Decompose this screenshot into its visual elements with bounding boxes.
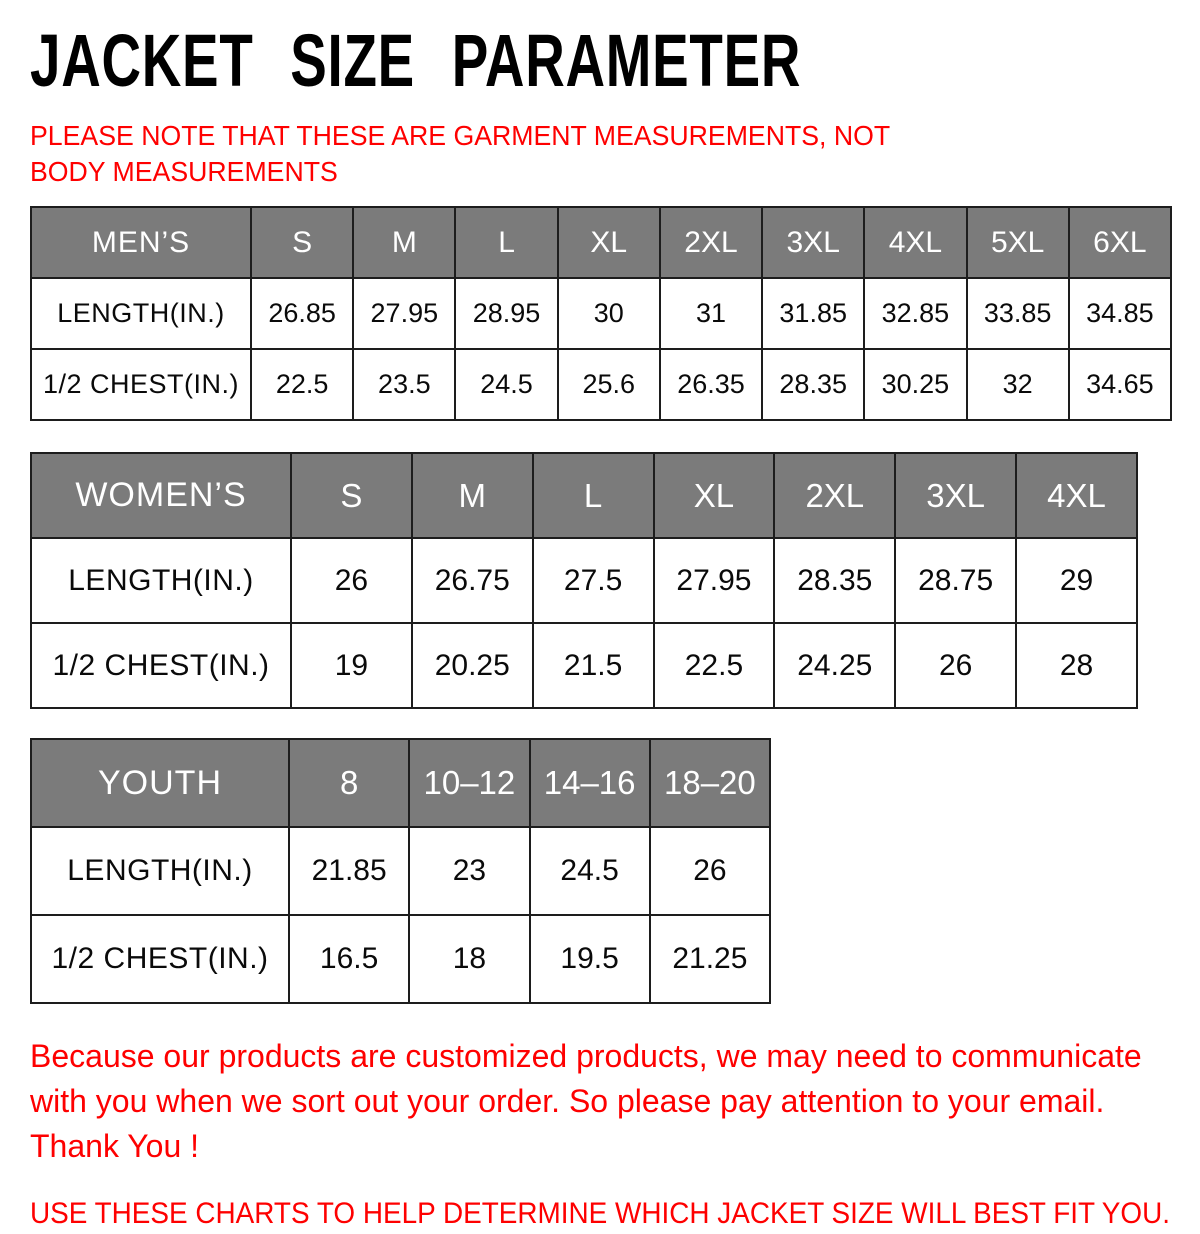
table-header-row [31, 453, 1137, 538]
table-row [31, 827, 770, 915]
measurement-value-cell: 28.35 [762, 349, 864, 420]
measurement-value-cell: 31 [660, 278, 762, 349]
size-table-mens [30, 206, 1172, 421]
measurement-value-cell: 32.85 [864, 278, 966, 349]
measurement-value-cell: 29 [1016, 538, 1137, 623]
measurement-value-cell: 28 [1016, 623, 1137, 708]
measurement-value-cell: 20.25 [412, 623, 533, 708]
table-row [31, 278, 1171, 349]
size-column-header: 18–20 [650, 739, 770, 827]
measurement-value-cell: 24.5 [455, 349, 557, 420]
size-column-header: 4XL [864, 207, 966, 278]
measurement-value-cell: 26 [650, 827, 770, 915]
measurement-value-cell: 23.5 [353, 349, 455, 420]
page-title: JACKET SIZE PARAMETER [30, 19, 802, 102]
size-column-header: XL [654, 453, 775, 538]
size-column-header: L [533, 453, 654, 538]
measurement-value-cell: 30 [558, 278, 660, 349]
youth-size-table-container [30, 738, 1172, 1004]
measurement-value-cell: 34.65 [1069, 349, 1171, 420]
measurement-value-cell: 31.85 [762, 278, 864, 349]
customization-notice: Because our products are customized products, we may need to communicate with you when we sort out your order. So please pay attention to your email. Thank You ! [30, 1038, 1142, 1164]
size-table-womens [30, 452, 1138, 709]
measurement-value-cell: 28.35 [774, 538, 895, 623]
size-column-header: 6XL [1069, 207, 1171, 278]
row-label: 1/2 CHEST(IN.) [31, 623, 291, 708]
measurement-value-cell: 34.85 [1069, 278, 1171, 349]
measurement-value-cell: 26 [895, 623, 1016, 708]
chart-usage-advice: USE THESE CHARTS TO HELP DETERMINE WHICH JACKET SIZE WILL BEST FIT YOU. [30, 1197, 1171, 1230]
measurement-value-cell: 21.5 [533, 623, 654, 708]
table-header-row [31, 207, 1171, 278]
measurement-value-cell: 27.95 [654, 538, 775, 623]
measurement-value-cell: 18 [409, 915, 529, 1003]
mens-size-table-container [30, 206, 1172, 421]
mens-group-header-cell: MEN’S [31, 207, 251, 278]
size-column-header: 3XL [895, 453, 1016, 538]
row-label: LENGTH(IN.) [31, 278, 251, 349]
measurement-value-cell: 19 [291, 623, 412, 708]
size-table-youth [30, 738, 771, 1004]
measurement-value-cell: 27.95 [353, 278, 455, 349]
size-column-header: 2XL [774, 453, 895, 538]
table-row [31, 349, 1171, 420]
measurement-value-cell: 21.25 [650, 915, 770, 1003]
size-column-header: 10–12 [409, 739, 529, 827]
size-column-header: L [455, 207, 557, 278]
measurement-value-cell: 28.95 [455, 278, 557, 349]
measurement-value-cell: 22.5 [654, 623, 775, 708]
row-label: 1/2 CHEST(IN.) [31, 349, 251, 420]
row-label: 1/2 CHEST(IN.) [31, 915, 289, 1003]
size-column-header: S [291, 453, 412, 538]
row-label: LENGTH(IN.) [31, 538, 291, 623]
womens-size-table-container [30, 452, 1172, 709]
measurement-value-cell: 24.25 [774, 623, 895, 708]
size-column-header: 3XL [762, 207, 864, 278]
size-column-header: S [251, 207, 353, 278]
table-row [31, 538, 1137, 623]
size-column-header: M [353, 207, 455, 278]
measurement-value-cell: 24.5 [530, 827, 650, 915]
measurement-value-cell: 28.75 [895, 538, 1016, 623]
measurement-value-cell: 26 [291, 538, 412, 623]
size-column-header: M [412, 453, 533, 538]
measurement-value-cell: 21.85 [289, 827, 409, 915]
youth-group-header-cell: YOUTH [31, 739, 289, 827]
measurement-value-cell: 32 [967, 349, 1069, 420]
size-column-header: XL [558, 207, 660, 278]
measurement-value-cell: 26.85 [251, 278, 353, 349]
size-column-header: 14–16 [530, 739, 650, 827]
size-column-header: 8 [289, 739, 409, 827]
measurement-value-cell: 26.35 [660, 349, 762, 420]
size-column-header: 2XL [660, 207, 762, 278]
measurement-value-cell: 27.5 [533, 538, 654, 623]
row-label: LENGTH(IN.) [31, 827, 289, 915]
measurement-value-cell: 22.5 [251, 349, 353, 420]
table-row [31, 915, 770, 1003]
size-column-header: 5XL [967, 207, 1069, 278]
measurement-value-cell: 25.6 [558, 349, 660, 420]
measurement-value-cell: 33.85 [967, 278, 1069, 349]
size-column-header: 4XL [1016, 453, 1137, 538]
table-header-row [31, 739, 770, 827]
garment-measurement-note: PLEASE NOTE THAT THESE ARE GARMENT MEASUREMENTS, NOT BODY MEASUREMENTS [30, 120, 890, 187]
measurement-value-cell: 23 [409, 827, 529, 915]
measurement-value-cell: 19.5 [530, 915, 650, 1003]
womens-group-header-cell: WOMEN’S [31, 453, 291, 538]
table-row [31, 623, 1137, 708]
measurement-value-cell: 26.75 [412, 538, 533, 623]
measurement-value-cell: 30.25 [864, 349, 966, 420]
measurement-value-cell: 16.5 [289, 915, 409, 1003]
